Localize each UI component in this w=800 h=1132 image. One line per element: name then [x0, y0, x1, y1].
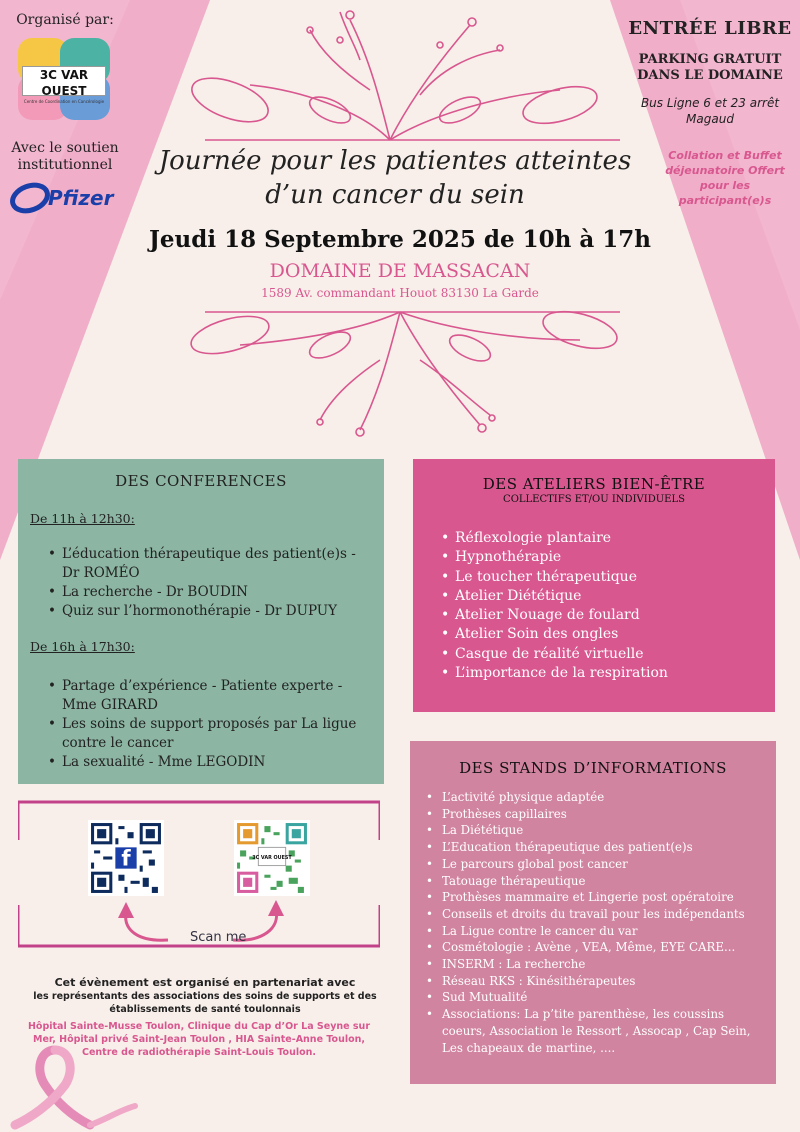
list-item: • Le toucher thérapeutique — [439, 568, 668, 587]
session1-time: De 11h à 12h30: — [30, 511, 135, 526]
list-item: • Atelier Nouage de foulard — [439, 606, 668, 625]
stands-list — [424, 789, 769, 1056]
logo-subtitle: Centre de Coordination en Cancérologie — [23, 99, 105, 104]
list-item: • INSERM : La recherche — [424, 956, 769, 973]
bus-info: Bus Ligne 6 et 23 arrêt Magaud — [640, 96, 780, 126]
list-item: • L’Education thérapeutique des patient(e)s — [424, 839, 769, 856]
organizer-logo — [18, 38, 110, 120]
list-item: • La sexualité - Mme LEGODIN — [46, 753, 376, 772]
list-item: • Partage d’expérience - Patiente experte - Mme GIRARD — [46, 677, 376, 715]
list-item: • La Diététique — [424, 822, 769, 839]
partner-subtext: les représentants des associations des soins de supports et des établissements de santé toulonnais — [33, 991, 377, 1015]
list-item: • Prothèses capillaires — [424, 806, 769, 823]
session1-list — [46, 545, 376, 621]
event-date: Jeudi 18 Septembre 2025 de 10h à 17h — [149, 226, 651, 253]
qr-pattern — [88, 820, 164, 896]
stands-title: DES STANDS D’INFORMATIONS — [459, 759, 727, 777]
info-stands-panel — [410, 741, 776, 1084]
qr-codes-box — [18, 800, 380, 948]
conferences-panel — [18, 459, 384, 784]
session2-time: De 16h à 17h30: — [30, 639, 135, 654]
list-item: • Hypnothérapie — [439, 548, 668, 567]
list-item: • Casque de réalité virtuelle — [439, 645, 668, 664]
list-item: • La recherche - Dr BOUDIN — [46, 583, 376, 602]
list-item: • Associations: La p’tite parenthèse, les coussins coeurs, Association le Ressort , Assocap , Cap Sein, Les chapeaux de martine, .... — [424, 1006, 769, 1056]
workshops-subtitle: COLLECTIFS ET/OU INDIVIDUELS — [503, 494, 685, 505]
event-title: Journée pour les patientes atteintes d’un cancer du sein — [158, 146, 632, 210]
list-item: • Réflexologie plantaire — [439, 529, 668, 548]
list-item: • Conseils et droits du travail pour les indépendants — [424, 906, 769, 923]
event-venue: DOMAINE DE MASSACAN — [269, 260, 531, 282]
list-item: • Le parcours global post cancer — [424, 856, 769, 873]
workshops-title: DES ATELIERS BIEN-ÊTRE — [482, 475, 706, 493]
list-item: • Les soins de support proposés par La ligue contre le cancer — [46, 715, 376, 753]
hospitals-list: Hôpital Sainte-Musse Toulon, Clinique du Cap d’Or La Seyne sur Mer, Hôpital privé Saint-Jean Toulon , HIA Sainte-Anne Toulon, Centre de radiothérapie Saint-Louis Toulon. — [27, 1021, 371, 1058]
qr-box-frame — [18, 800, 380, 948]
list-item: • L’éducation thérapeutique des patient(e)s - Dr ROMÉO — [46, 545, 376, 583]
workshops-panel — [413, 459, 775, 712]
list-item: • Prothèses mammaire et Lingerie post opératoire — [424, 889, 769, 906]
pfizer-icon — [10, 180, 50, 216]
list-item: • Tatouage thérapeutique — [424, 873, 769, 890]
organized-by-label: Organisé par: — [16, 12, 114, 28]
list-item: • Réseau RKS : Kinésithérapeutes — [424, 973, 769, 990]
list-item: • Cosmétologie : Avène , VEA, Même, EYE CARE... — [424, 939, 769, 956]
qr-pattern — [234, 820, 310, 896]
pfizer-wordmark: Pfizer — [48, 186, 114, 210]
pink-ribbon-icon — [10, 1040, 140, 1130]
list-item: • Quiz sur l’hormonothérapie - Dr DUPUY — [46, 602, 376, 621]
svg-text:f: f — [121, 846, 131, 872]
workshops-list — [439, 529, 668, 683]
pfizer-logo — [10, 180, 114, 220]
list-item: • L’importance de la respiration — [439, 664, 668, 683]
scan-me-label: Scan me — [190, 930, 247, 945]
list-item: • Atelier Diététique — [439, 587, 668, 606]
list-item: • L’activité physique adaptée — [424, 789, 769, 806]
qr-logo-text: 3C VAR OUEST — [252, 854, 292, 861]
session2-list — [46, 677, 376, 772]
conferences-title: DES CONFERENCES — [115, 472, 287, 490]
support-label: Avec le soutien institutionnel — [11, 140, 119, 173]
free-entry-label: ENTRÉE LIBRE — [628, 18, 792, 39]
facebook-qr-code[interactable] — [88, 820, 164, 896]
partner-line: Cet évènement est organisé en partenariat avec — [54, 976, 356, 989]
catering-info: Collation et Buffet déjeunatoire Offert pour les participant(e)s — [665, 149, 785, 207]
logo-title: 3C VAR OUEST — [39, 68, 89, 98]
logo-text-box — [22, 66, 106, 104]
list-item: • Atelier Soin des ongles — [439, 625, 668, 644]
list-item: • Sud Mutualité — [424, 989, 769, 1006]
website-qr-code[interactable] — [234, 820, 310, 896]
parking-info: PARKING GRATUIT DANS LE DOMAINE — [637, 52, 783, 83]
list-item: • La Ligue contre le cancer du var — [424, 923, 769, 940]
event-address: 1589 Av. commandant Houot 83130 La Garde — [261, 286, 539, 300]
ribbon-graphic — [10, 1040, 140, 1130]
